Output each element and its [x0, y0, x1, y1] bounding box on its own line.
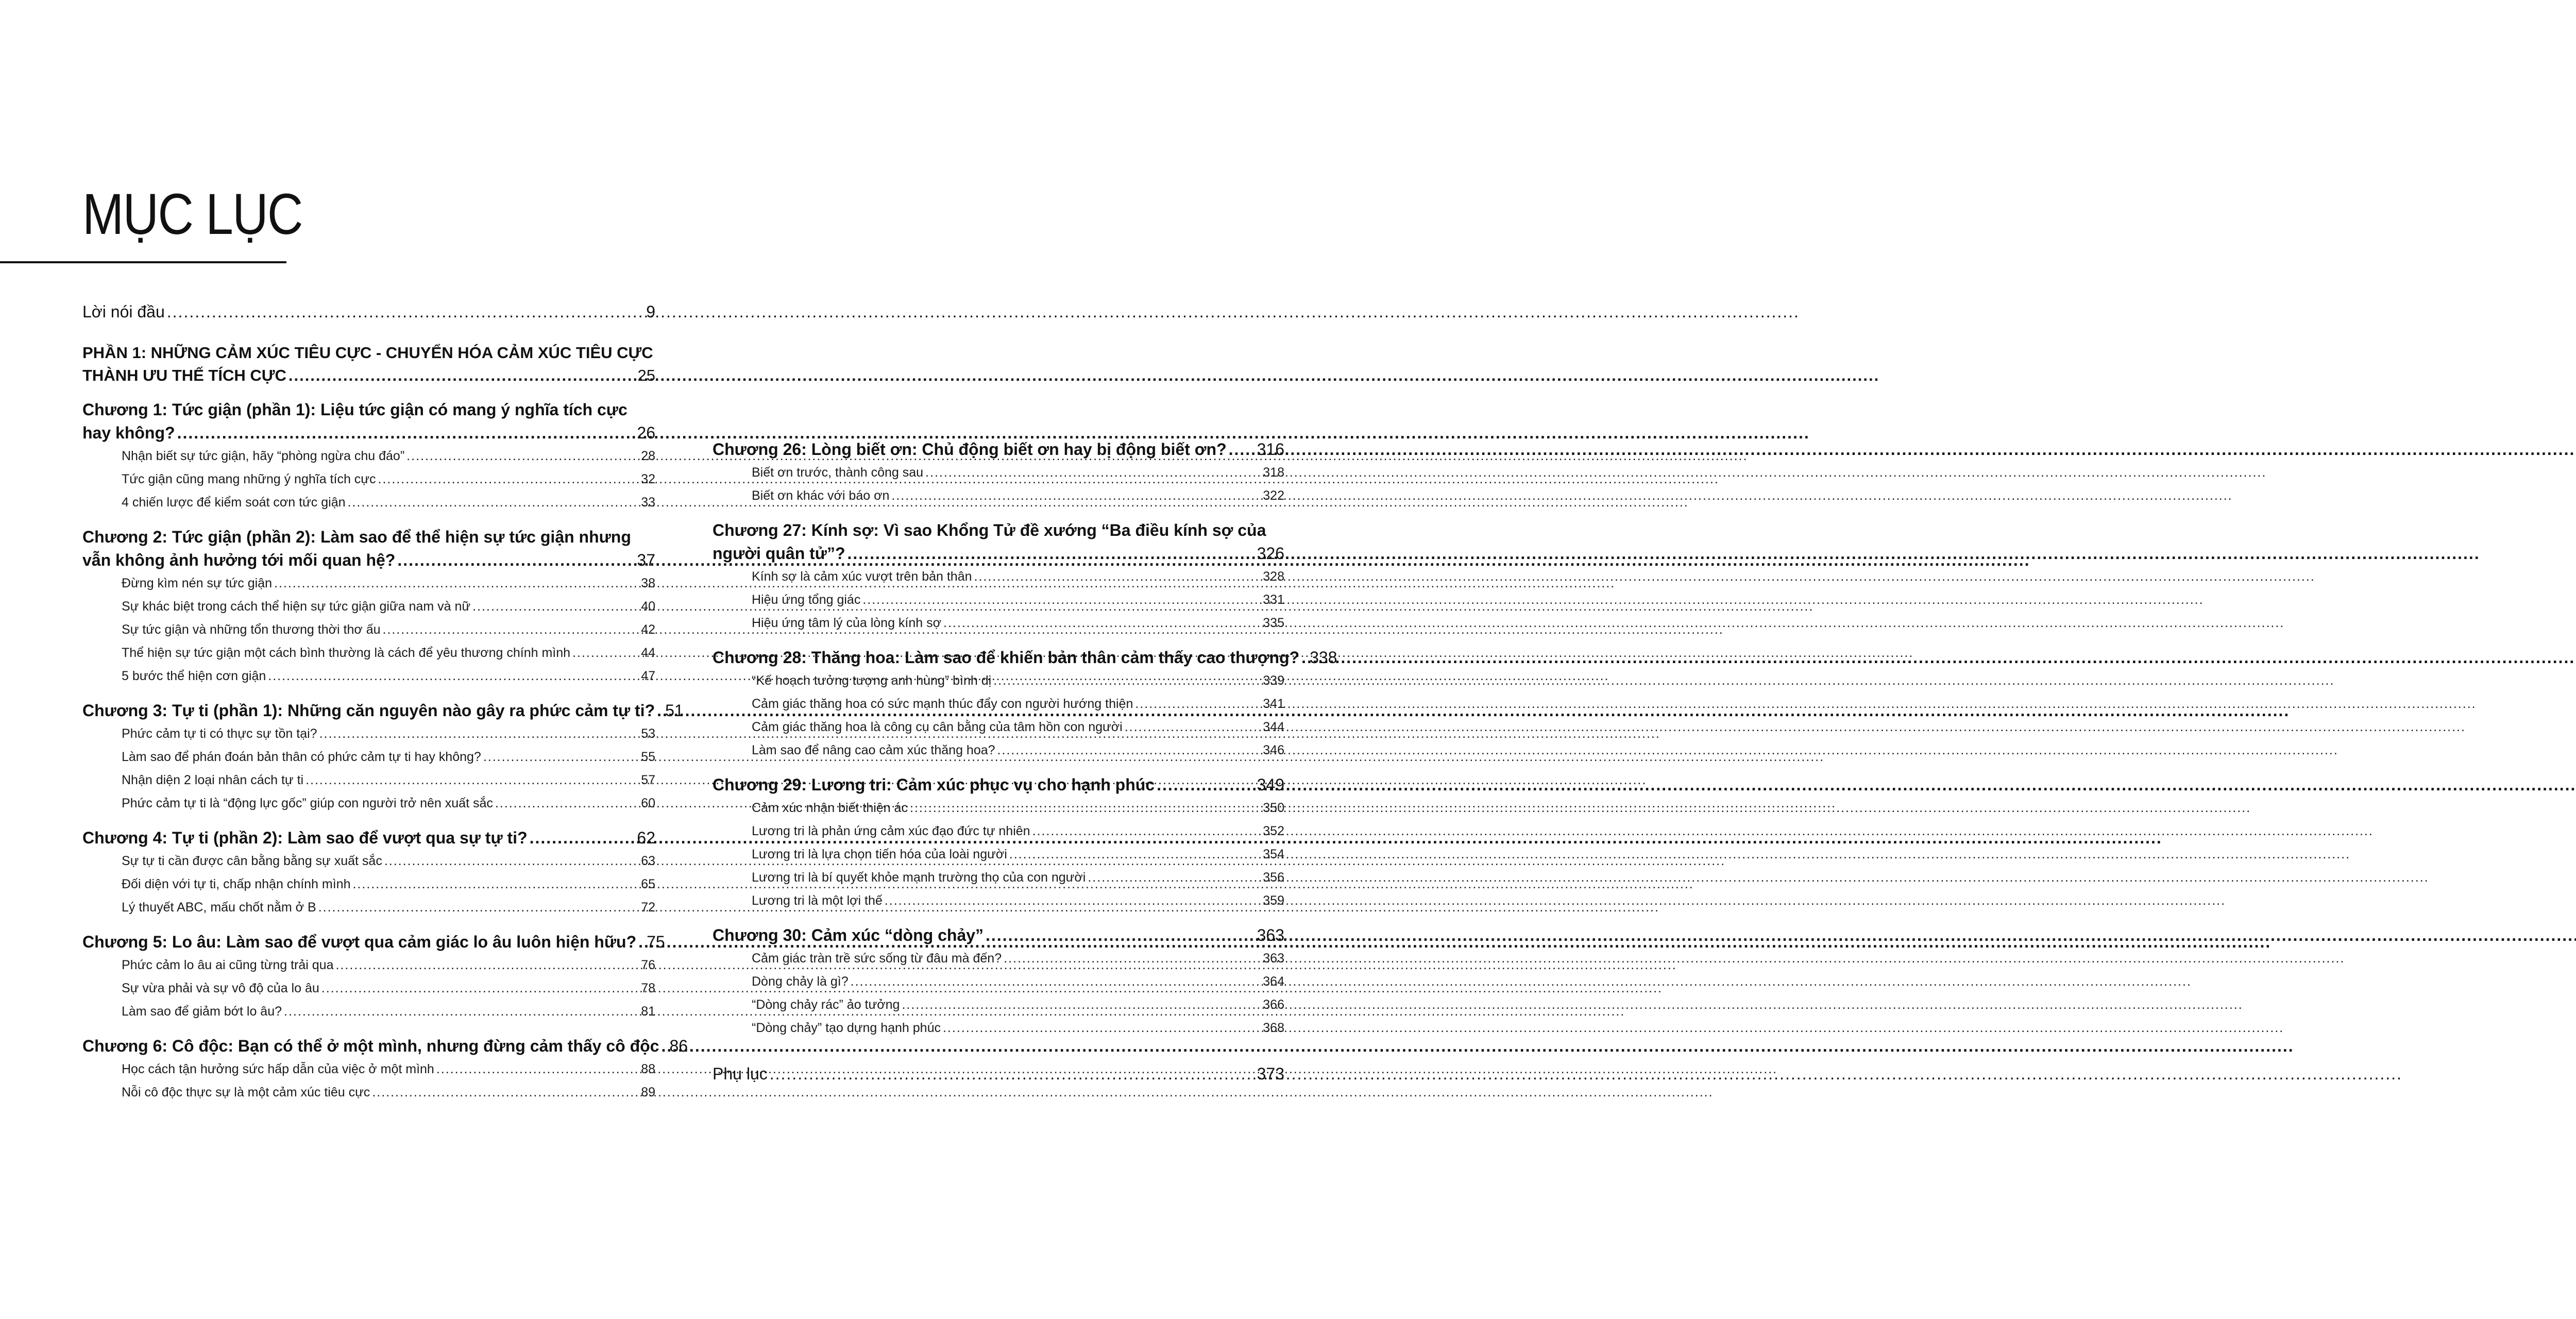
toc-appendix-label: Phụ lục: [713, 1064, 768, 1083]
toc-page-number: 341: [1263, 697, 1284, 711]
toc-chapter-row: [713, 542, 1284, 565]
toc-page-number: 42: [641, 622, 655, 637]
toc-chapter-block: [82, 931, 665, 1023]
toc-chapter-row: [82, 826, 655, 850]
dot-leader: [1009, 843, 1261, 866]
dot-leader: [902, 993, 1261, 1017]
toc-page-number: 37: [637, 551, 655, 569]
title-underline: [0, 261, 286, 263]
toc-section[interactable]: [752, 820, 1284, 843]
dot-leader: [318, 896, 639, 919]
toc-section[interactable]: [752, 739, 1284, 762]
toc-section[interactable]: [122, 896, 655, 919]
dot-leader: [319, 722, 639, 746]
toc-section-label: “Kế hoạch tưởng tượng anh hùng” bình dị: [752, 673, 992, 688]
dot-leader: [848, 542, 1255, 565]
dot-leader: [284, 1000, 639, 1023]
toc-page-number: 339: [1263, 673, 1284, 688]
dot-leader: [770, 1062, 1255, 1085]
dot-leader: [1032, 820, 1261, 843]
toc-page-number: 349: [1257, 775, 1284, 794]
toc-section-label: Cảm giác thăng hoa là công cụ cân bằng của tâm hồn con người: [752, 720, 1123, 734]
toc-section[interactable]: [752, 843, 1284, 866]
toc-page-number: 338: [1310, 648, 1337, 667]
toc-section-label: Lương tri là một lợi thế: [752, 893, 883, 908]
toc-section[interactable]: [752, 866, 1284, 889]
dot-leader: [495, 792, 639, 815]
toc-section[interactable]: [122, 1081, 655, 1104]
toc-chapter[interactable]: [82, 398, 655, 445]
toc-page-number: 344: [1263, 720, 1284, 734]
dot-leader: [997, 739, 1261, 762]
toc-page-number: 72: [641, 900, 655, 915]
toc-page-number: 51: [665, 701, 684, 720]
dot-leader: [378, 468, 639, 491]
toc-chapter-row: [713, 438, 1284, 461]
toc-chapter-title: Chương 6: Cô độc: Bạn có thể ở một mình, nhưng đừng cảm thấy cô độc: [82, 1037, 659, 1055]
toc-section[interactable]: [122, 595, 655, 618]
dot-leader: [993, 669, 1261, 692]
toc-section[interactable]: [752, 484, 1284, 508]
toc-section-label: Phức cảm tự ti là “động lực gốc” giúp con người trở nên xuất sắc: [122, 796, 493, 810]
toc-chapter-block: [82, 526, 655, 688]
toc-section-label: Sự vừa phải và sự vô độ của lo âu: [122, 981, 319, 995]
toc-chapter[interactable]: [713, 773, 1284, 797]
toc-page-number: 363: [1257, 926, 1284, 944]
toc-page-number: 328: [1263, 569, 1284, 584]
toc-right-column: [713, 438, 1337, 1085]
dot-leader: [1301, 646, 1308, 669]
toc-section[interactable]: [122, 722, 655, 746]
toc-section[interactable]: [122, 665, 655, 688]
toc-section[interactable]: [752, 565, 1284, 588]
toc-page-number: 331: [1263, 593, 1284, 607]
page-title: MỤC LỤC: [82, 182, 302, 246]
dot-leader: [530, 826, 635, 850]
dot-leader: [383, 618, 639, 641]
toc-page-number: 366: [1263, 997, 1284, 1012]
toc-section-label: Thể hiện sự tức giận một cách bình thường là cách để yêu thương chính mình: [122, 646, 571, 660]
toc-page-number: 60: [641, 796, 655, 810]
dot-leader: [1004, 947, 1261, 970]
toc-section[interactable]: [122, 491, 655, 514]
toc-left-chapters: [82, 398, 688, 1104]
toc-page-number: 62: [637, 828, 655, 847]
toc-section[interactable]: [122, 954, 655, 977]
dot-leader: [352, 873, 639, 896]
toc-section[interactable]: [752, 716, 1284, 739]
toc-section[interactable]: [122, 873, 655, 896]
toc-page-number: 89: [641, 1085, 655, 1100]
toc-preface-label: Lời nói đầu: [82, 302, 165, 321]
toc-section[interactable]: [752, 588, 1284, 612]
toc-page-number: 53: [641, 726, 655, 741]
dot-leader: [943, 612, 1261, 635]
toc-section[interactable]: [752, 1017, 1284, 1040]
toc-chapter-title-line1: Chương 2: Tức giận (phần 2): Làm sao để thể hiện sự tức giận nhưng: [82, 528, 631, 546]
toc-page-number: 44: [641, 646, 655, 660]
dot-leader: [925, 461, 1261, 484]
toc-section-label: Tức giận cũng mang những ý nghĩa tích cực: [122, 472, 376, 486]
toc-chapter-row: [82, 549, 655, 572]
dot-leader: [289, 364, 636, 387]
toc-page-number: 354: [1263, 847, 1284, 861]
dot-leader: [974, 565, 1261, 588]
dot-leader: [862, 588, 1261, 612]
toc-section[interactable]: [122, 792, 655, 815]
toc-chapter[interactable]: [82, 1035, 688, 1058]
toc-chapter-title: Chương 26: Lòng biết ơn: Chủ động biết ơn hay bị động biết ơn?: [713, 440, 1227, 459]
toc-page-number: 47: [641, 669, 655, 683]
toc-chapter-title-line2: người quân tử”?: [713, 544, 845, 563]
toc-page-number: 75: [647, 933, 665, 951]
toc-page-number: 346: [1263, 743, 1284, 757]
toc-section[interactable]: [122, 977, 655, 1000]
dot-leader: [483, 746, 639, 769]
toc-page-number: 373: [1257, 1064, 1284, 1083]
toc-chapter-block: [713, 924, 1284, 1040]
toc-chapter-row: [713, 646, 1337, 669]
toc-page-number: 86: [669, 1037, 688, 1055]
toc-page-number: 65: [641, 877, 655, 891]
toc-section-label: Lý thuyết ABC, mấu chốt nằm ở B: [122, 900, 316, 915]
toc-section-label: Cảm giác thăng hoa có sức mạnh thúc đẩy con người hướng thiện: [752, 697, 1133, 711]
toc-chapter-title-line1: Chương 27: Kính sợ: Vì sao Khổng Tử đề xướng “Ba điều kính sợ của: [713, 521, 1266, 539]
toc-right-chapters: [713, 438, 1337, 1040]
toc-section[interactable]: [752, 970, 1284, 993]
toc-chapter-block: [82, 398, 655, 514]
dot-leader: [177, 421, 635, 445]
toc-section-label: Làm sao để nâng cao cảm xúc thăng hoa?: [752, 743, 995, 757]
toc-section[interactable]: [752, 461, 1284, 484]
toc-chapter[interactable]: [713, 924, 1284, 947]
toc-chapter[interactable]: [713, 438, 1284, 461]
toc-section[interactable]: [752, 797, 1284, 820]
toc-section[interactable]: [752, 612, 1284, 635]
toc-page-number: 326: [1257, 544, 1284, 563]
dot-leader: [335, 954, 639, 977]
toc-section[interactable]: [122, 1000, 655, 1023]
toc-chapter-block: [713, 438, 1284, 508]
toc-section[interactable]: [752, 993, 1284, 1017]
toc-chapter[interactable]: [713, 646, 1337, 669]
toc-section-label: “Dòng chảy” tạo dựng hạnh phúc: [752, 1021, 941, 1035]
toc-page-number: 40: [641, 599, 655, 614]
dot-leader: [384, 850, 639, 873]
toc-page-number: 33: [641, 495, 655, 510]
toc-section[interactable]: [122, 468, 655, 491]
toc-section[interactable]: [752, 947, 1284, 970]
dot-leader: [348, 491, 639, 514]
toc-page-number: 356: [1263, 870, 1284, 885]
dot-leader: [1229, 438, 1255, 461]
toc-page-number: 32: [641, 472, 655, 486]
toc-section-label: Lương tri là bí quyết khỏe mạnh trường thọ của con người: [752, 870, 1086, 885]
dot-leader: [572, 641, 639, 665]
toc-section-label: Làm sao để phán đoán bản thân có phức cảm tự ti hay không?: [122, 750, 481, 764]
toc-chapter-block: [713, 646, 1337, 762]
toc-section-label: Học cách tận hưởng sức hấp dẫn của việc ở một mình: [122, 1062, 434, 1076]
dot-leader: [372, 1081, 639, 1104]
toc-page-number: 316: [1257, 440, 1284, 459]
toc-page-number: 368: [1263, 1021, 1284, 1035]
dot-leader: [1125, 716, 1261, 739]
toc-section-label: Lương tri là phản ứng cảm xúc đạo đức tự nhiên: [752, 824, 1030, 838]
toc-chapter-block: [82, 1035, 688, 1104]
toc-page-number: 76: [641, 958, 655, 972]
dot-leader: [1157, 773, 1255, 797]
dot-leader: [472, 595, 639, 618]
toc-section[interactable]: [752, 889, 1284, 912]
toc-section-label: Nhận biết sự tức giận, hãy “phòng ngừa chu đáo”: [122, 449, 405, 463]
dot-leader: [1135, 692, 1261, 716]
toc-chapter-title: Chương 3: Tự ti (phần 1): Những căn nguyên nào gây ra phức cảm tự ti?: [82, 701, 655, 720]
toc-part-1[interactable]: [82, 342, 655, 387]
dot-leader: [943, 1017, 1261, 1040]
toc-chapter[interactable]: [82, 931, 665, 954]
toc-page-number: 38: [641, 576, 655, 590]
toc-section-label: Phức cảm tự ti có thực sự tồn tại?: [122, 726, 317, 741]
toc-section-label: Lương tri là lựa chọn tiến hóa của loài người: [752, 847, 1007, 861]
toc-section[interactable]: [122, 850, 655, 873]
toc-page-number: 352: [1263, 824, 1284, 838]
toc-section[interactable]: [752, 669, 1284, 692]
toc-appendix[interactable]: [713, 1062, 1284, 1085]
toc-chapter[interactable]: [82, 826, 655, 850]
toc-section-label: Đối diện với tự ti, chấp nhận chính mình: [122, 877, 351, 891]
dot-leader: [436, 1058, 639, 1081]
toc-page-number: 81: [641, 1004, 655, 1019]
toc-page-number: 363: [1263, 951, 1284, 966]
toc-chapter-title: Chương 28: Thăng hoa: Làm sao để khiến bản thân cảm thấy cao thượng?: [713, 648, 1300, 667]
dot-leader: [306, 769, 639, 792]
toc-page-number: 63: [641, 854, 655, 868]
toc-page-number: 350: [1263, 801, 1284, 815]
toc-section-label: Cảm giác tràn trề sức sống từ đâu mà đến?: [752, 951, 1002, 966]
toc-page-number: 25: [637, 366, 655, 384]
toc-page-number: 78: [641, 981, 655, 995]
toc-chapter-row: [82, 1035, 688, 1058]
toc-page-number: 55: [641, 750, 655, 764]
toc-section[interactable]: [122, 641, 655, 665]
toc-section-label: Kính sợ là cảm xúc vượt trên bản thân: [752, 569, 972, 584]
toc-page-number: 322: [1263, 488, 1284, 503]
toc-section-label: Sự tự ti cần được cân bằng bằng sự xuất sắc: [122, 854, 382, 868]
dot-leader: [406, 445, 639, 468]
toc-section-label: Nhận diện 2 loại nhân cách tự ti: [122, 773, 304, 787]
toc-part-title-line1: PHẦN 1: NHỮNG CẢM XÚC TIÊU CỰC - CHUYỂN HÓA CẢM XÚC TIÊU CỰC: [82, 344, 653, 362]
toc-section-label: Nỗi cô độc thực sự là một cảm xúc tiêu cực: [122, 1085, 370, 1100]
toc-section-label: Phức cảm lo âu ai cũng từng trải qua: [122, 958, 334, 972]
toc-chapter-row: [82, 421, 655, 445]
toc-section-label: “Dòng chảy rác” ảo tưởng: [752, 997, 900, 1012]
toc-chapter-row: [713, 773, 1284, 797]
toc-chapter-block: [82, 699, 684, 815]
toc-chapter-title-line2: hay không?: [82, 424, 175, 442]
dot-leader: [885, 889, 1261, 912]
toc-section-label: 5 bước thể hiện cơn giận: [122, 669, 266, 683]
toc-chapter[interactable]: [82, 699, 684, 722]
dot-leader: [167, 300, 644, 323]
dot-leader: [1088, 866, 1261, 889]
dot-leader: [910, 797, 1261, 820]
toc-section[interactable]: [752, 692, 1284, 716]
toc-chapter-title: Chương 4: Tự ti (phần 2): Làm sao để vượt qua sự tự ti?: [82, 828, 528, 847]
toc-page-number: 335: [1263, 616, 1284, 630]
toc-chapter-row: [82, 699, 684, 722]
toc-section-label: Cảm xúc nhận biết thiện ác: [752, 801, 908, 815]
toc-section-label: Làm sao để giảm bớt lo âu?: [122, 1004, 282, 1019]
toc-section-label: Sự tức giận và những tổn thương thời thơ ấu: [122, 622, 381, 637]
dot-leader: [274, 572, 639, 595]
toc-chapter-title: Chương 5: Lo âu: Làm sao để vượt qua cảm giác lo âu luôn hiện hữu?: [82, 933, 637, 951]
toc-chapter-row: [713, 924, 1284, 947]
dot-leader: [851, 970, 1261, 993]
toc-preface[interactable]: [82, 300, 655, 323]
toc-page-number: 28: [641, 449, 655, 463]
dot-leader: [986, 924, 1255, 947]
toc-chapter-block: [713, 519, 1284, 635]
toc-chapter-row: [82, 931, 665, 954]
dot-leader: [397, 549, 635, 572]
toc-section-label: Biết ơn trước, thành công sau: [752, 465, 924, 480]
toc-section-label: 4 chiến lược để kiểm soát cơn tức giận: [122, 495, 346, 510]
toc-chapter[interactable]: [713, 519, 1284, 565]
dot-leader: [891, 484, 1261, 508]
toc-section[interactable]: [122, 445, 655, 468]
toc-left-column: [82, 300, 688, 1104]
toc-chapter-title: Chương 29: Lương tri: Cảm xúc phục vụ cho hạnh phúc: [713, 775, 1155, 794]
toc-section[interactable]: [122, 618, 655, 641]
toc-section[interactable]: [122, 769, 655, 792]
dot-leader: [638, 931, 645, 954]
toc-section[interactable]: [122, 572, 655, 595]
dot-leader: [321, 977, 639, 1000]
toc-section-label: Biết ơn khác với báo ơn: [752, 488, 890, 503]
toc-page-number: 364: [1263, 974, 1284, 989]
toc-part-title-line2: THÀNH ƯU THẾ TÍCH CỰC: [82, 366, 286, 384]
toc-page-number: 9: [646, 302, 655, 321]
toc-chapter[interactable]: [82, 526, 655, 572]
toc-page-number: 57: [641, 773, 655, 787]
toc-section-label: Dòng chảy là gì?: [752, 974, 849, 989]
toc-page-number: 359: [1263, 893, 1284, 908]
toc-chapter-title: Chương 30: Cảm xúc “dòng chảy”: [713, 926, 984, 944]
toc-chapter-block: [713, 773, 1284, 912]
toc-section[interactable]: [122, 1058, 655, 1081]
dot-leader: [657, 699, 663, 722]
toc-section[interactable]: [122, 746, 655, 769]
toc-page-number: 318: [1263, 465, 1284, 480]
toc-page-number: 26: [637, 424, 655, 442]
toc-chapter-block: [82, 826, 655, 919]
toc-page-number: 88: [641, 1062, 655, 1076]
toc-section-label: Hiệu ứng tổng giác: [752, 593, 861, 607]
toc-chapter-title-line1: Chương 1: Tức giận (phần 1): Liệu tức giận có mang ý nghĩa tích cực: [82, 400, 628, 419]
toc-section-label: Hiệu ứng tâm lý của lòng kính sợ: [752, 616, 942, 630]
toc-chapter-title-line2: vẫn không ảnh hưởng tới mối quan hệ?: [82, 551, 396, 569]
dot-leader: [268, 665, 639, 688]
toc-section-label: Đừng kìm nén sự tức giận: [122, 576, 272, 590]
dot-leader: [661, 1035, 667, 1058]
toc-section-label: Sự khác biệt trong cách thể hiện sự tức giận giữa nam và nữ: [122, 599, 471, 614]
